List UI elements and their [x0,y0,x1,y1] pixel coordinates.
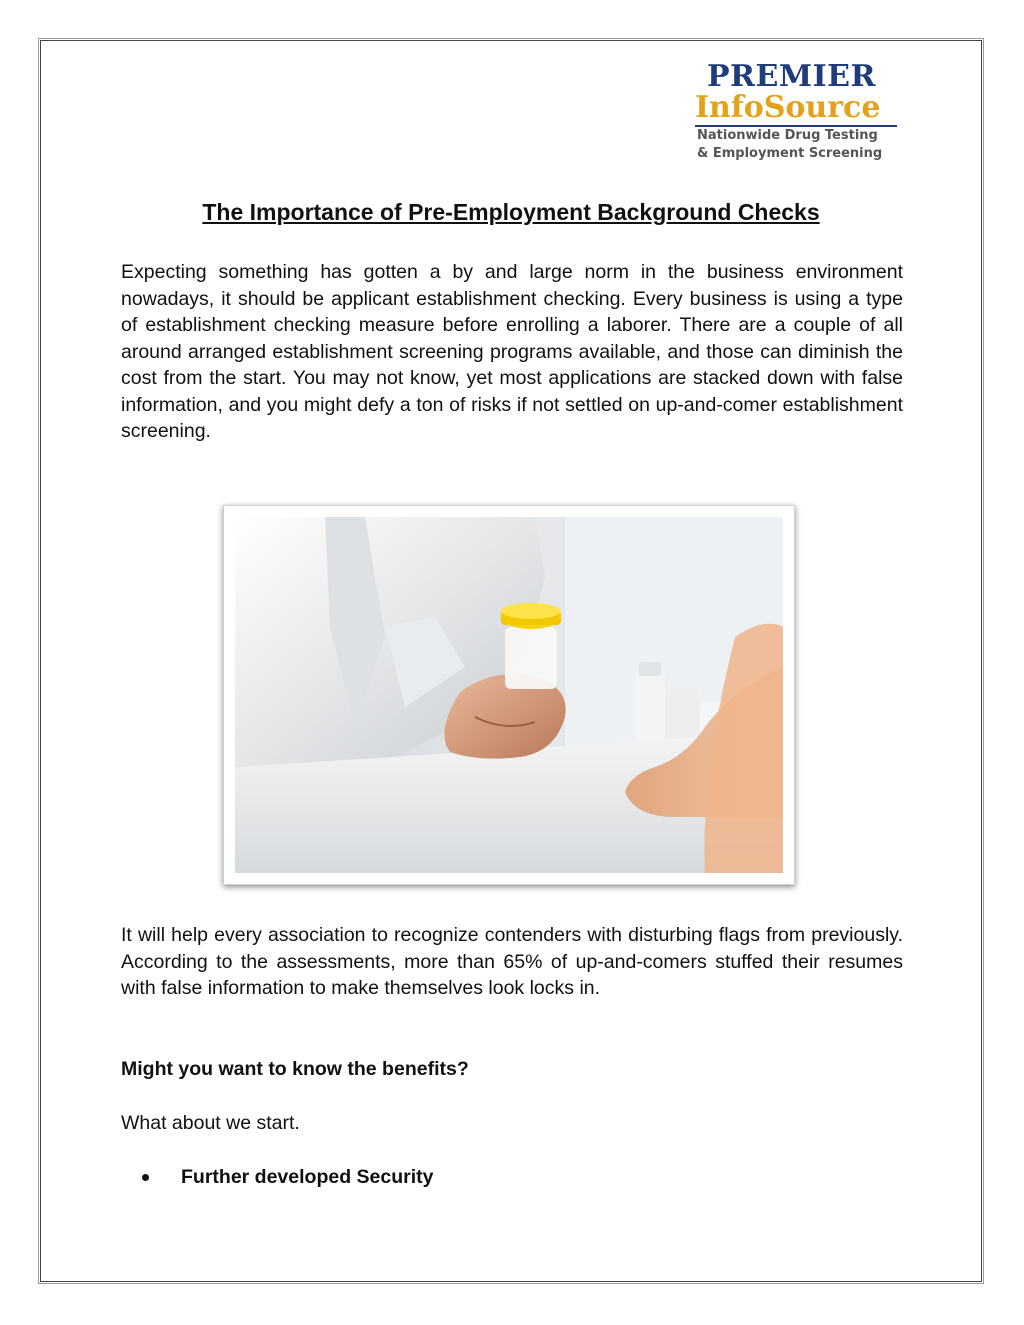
logo-infosource-text: InfoSource [695,90,881,125]
bullet-icon [142,1174,149,1181]
premier-infosource-logo [695,59,905,166]
list-item-label: Further developed Security [181,1166,434,1188]
statistics-paragraph: It will help every association to recognize contenders with disturbing flags from previously. According to the assessments, more than 65% of up-and-comers stuffed their resumes with false information to make themselves look locks in. [121,924,903,999]
logo-divider [695,125,897,127]
drug-test-illustration [235,517,783,873]
logo-tagline-1: Nationwide Drug Testing [697,128,878,143]
document-title: The Importance of Pre-Employment Background Checks [202,199,820,225]
list-item [121,1164,433,1190]
intro-line: What about we start. [121,1112,300,1134]
benefits-list [121,1164,433,1190]
benefits-heading: Might you want to know the benefits? [121,1058,469,1080]
logo-premier-text: PREMIER [707,59,876,94]
logo-tagline-2: & Employment Screening [697,146,883,161]
drug-test-photo [223,505,795,885]
intro-paragraph: Expecting something has gotten a by and large norm in the business environment nowadays, it should be applicant establishment checking. Every business is using a type of establishment checking measure before enrolling a laborer. There are a couple of all around arranged establishment screening programs available, and those can diminish the cost from the start. You may not know, yet most applications are stacked down with false information, and you might defy a ton of risks if not settled on up-and-comer establishment screening. [121,261,903,442]
